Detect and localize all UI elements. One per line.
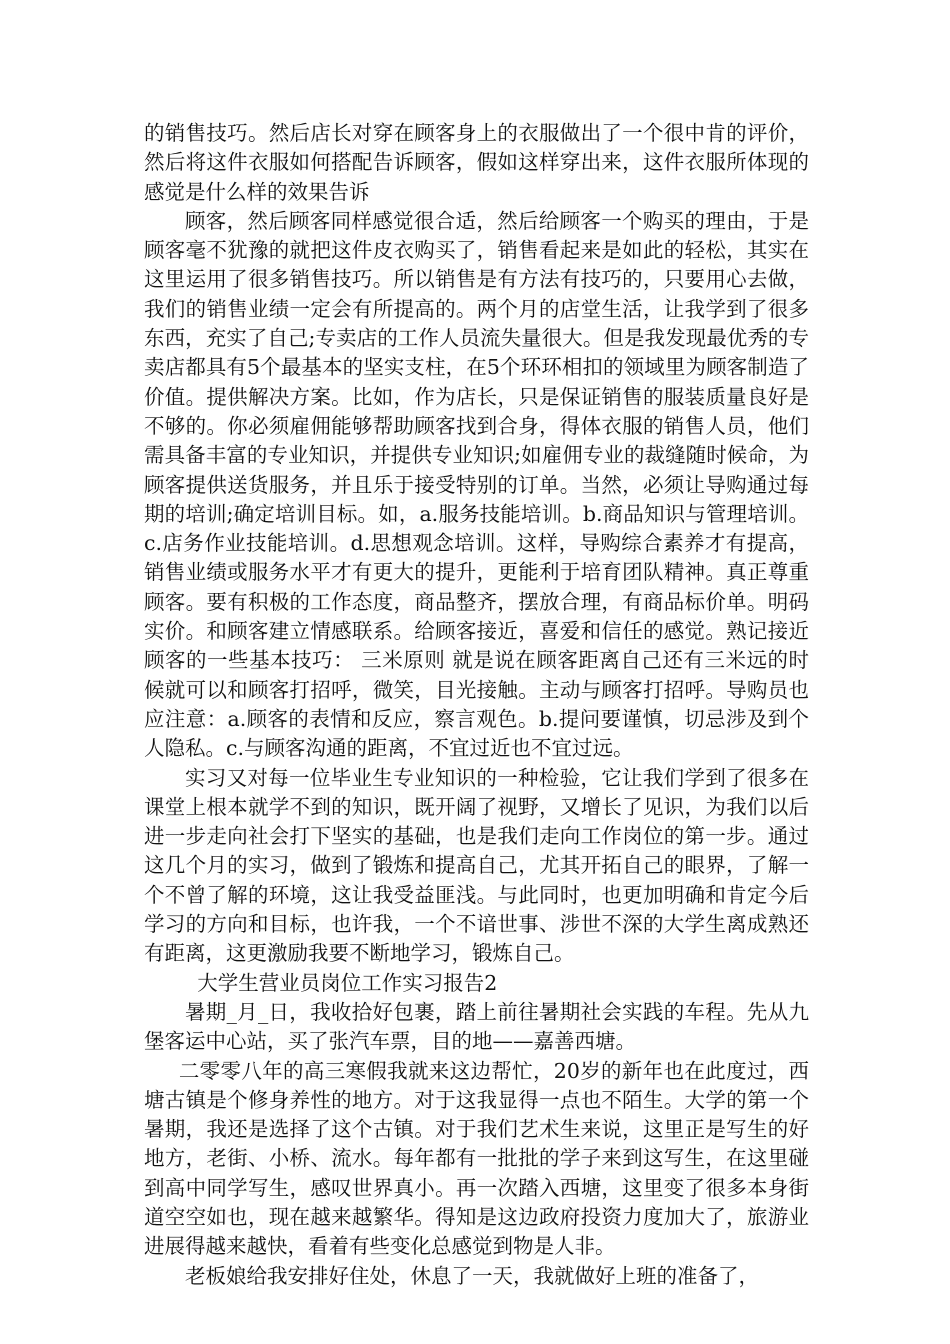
paragraph-summer-departure: 暑期_月_日，我收拾好包裹，踏上前往暑期社会实践的车程。先从九堡客运中心站，买了张汽车票，目的地——嘉善西塘。: [144, 999, 809, 1054]
paragraph-continuation: 的销售技巧。然后店长对穿在顾客身上的衣服做出了一个很中肯的评价，然后将这件衣服如何搭配告诉顾客，假如这样穿出来，这件衣服所体现的感觉是什么样的效果告诉: [144, 121, 809, 204]
paragraph-sales-techniques: 顾客，然后顾客同样感觉很合适，然后给顾客一个购买的理由，于是顾客毫不犹豫的就把这件皮衣购买了，销售看起来是如此的轻松，其实在这里运用了很多销售技巧。所以销售是有方法有技巧的，只要用心去做，我们的销售业绩一定会有所提高的。两个月的店堂生活，让我学到了很多东西，充实了自己;专卖店的工作人员流失量很大。但是我发现最优秀的专卖店都具有5个最基本的坚实支柱，在5个环环相扣的领域里为顾客制造了价值。提供解决方案。比如，作为店长，只是保证销售的服装质量良好是不够的。你必须雇佣能够帮助顾客找到合身，得体衣服的销售人员，他们需具备丰富的专业知识，并提供专业知识;如雇佣专业的裁缝随时候命，为顾客提供送货服务，并且乐于接受特别的订单。当然，必须让导购通过每期的培训;确定培训目标。如，a.服务技能培训。b.商品知识与管理培训。c.店务作业技能培训。d.思想观念培训。这样，导购综合素养才有提高，销售业绩或服务水平才有更大的提升，更能利于培育团队精神。真正尊重顾客。要有积极的工作态度，商品整齐，摆放合理，有商品标价单。明码实价。和顾客建立情感联系。给顾客接近，喜爱和信任的感觉。熟记接近顾客的一些基本技巧： 三米原则 就是说在顾客距离自己还有三米远的时候就可以和顾客打招呼，微笑，目光接触。主动与顾客打招呼。导购员也应注意：a.顾客的表情和反应，察言观色。b.提问要谨慎，切忌涉及到个人隐私。c.与顾客沟通的距离，不宜过近也不宜过远。: [144, 208, 809, 761]
paragraph-internship-reflection: 实习又对每一位毕业生专业知识的一种检验，它让我们学到了很多在课堂上根本就学不到的知识，既开阔了视野，又增长了见识，为我们以后进一步走向社会打下坚实的基础，也是我们走向工作岗位的第一步。通过这几个月的实习，做到了锻炼和提高自己，尤其开拓自己的眼界，了解一个不曾了解的环境，这让我受益匪浅。与此同时，也更加明确和肯定今后学习的方向和目标，也许我，一个不谙世事、涉世不深的大学生离成熟还有距离，这更激励我要不断地学习，锻炼自己。: [144, 765, 809, 966]
paragraph-work-preparation: 老板娘给我安排好住处，休息了一天，我就做好上班的准备了，: [185, 1263, 759, 1288]
section-heading: 大学生营业员岗位工作实习报告2: [197, 970, 498, 995]
paragraph-xitang-town: 二零零八年的高三寒假我就来这边帮忙，20岁的新年也在此度过，西塘古镇是个修身养性的地方。对于这我显得一点也不陌生。大学的第一个暑期，我还是选择了这个古镇。对于我们艺术生来说，这里正是写生的好地方，老街、小桥、流水。每年都有一批批的学子来到这写生，在这里碰到高中同学写生，感叹世界真小。再一次踏入西塘，这里变了很多本身街道空空如也，现在越来越繁华。得知是这边政府投资力度加大了，旅游业进展得越来越快，看着有些变化总感觉到物是人非。: [144, 1058, 809, 1259]
document-body: [144, 119, 809, 1291]
